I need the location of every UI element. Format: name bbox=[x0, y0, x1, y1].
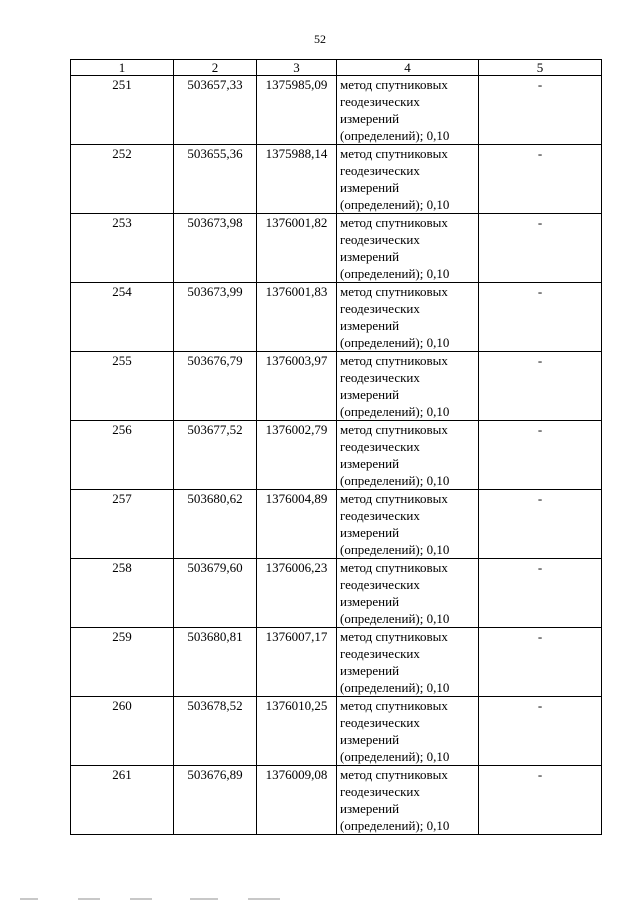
table-row bbox=[71, 76, 602, 145]
y-coordinate-cell: 1376004,89 bbox=[257, 490, 337, 559]
table-row bbox=[71, 766, 602, 835]
y-coordinate-cell: 1375988,14 bbox=[257, 145, 337, 214]
header-cell-5: 5 bbox=[479, 60, 602, 76]
table-row bbox=[71, 145, 602, 214]
method-cell: метод спутниковых геодезических измерений (определений); 0,10 bbox=[337, 490, 479, 559]
header-cell-1: 1 bbox=[71, 60, 174, 76]
x-coordinate-cell: 503677,52 bbox=[174, 421, 257, 490]
point-number-cell: 252 bbox=[71, 145, 174, 214]
x-coordinate-cell: 503680,81 bbox=[174, 628, 257, 697]
note-cell: - bbox=[479, 766, 602, 835]
y-coordinate-cell: 1376009,08 bbox=[257, 766, 337, 835]
footer-scan-marks bbox=[20, 898, 320, 902]
y-coordinate-cell: 1376010,25 bbox=[257, 697, 337, 766]
page-number: 52 bbox=[314, 32, 326, 46]
table-row bbox=[71, 490, 602, 559]
header-cell-4: 4 bbox=[337, 60, 479, 76]
x-coordinate-cell: 503655,36 bbox=[174, 145, 257, 214]
x-coordinate-cell: 503678,52 bbox=[174, 697, 257, 766]
y-coordinate-cell: 1376002,79 bbox=[257, 421, 337, 490]
method-cell: метод спутниковых геодезических измерений (определений); 0,10 bbox=[337, 352, 479, 421]
point-number-cell: 259 bbox=[71, 628, 174, 697]
x-coordinate-cell: 503680,62 bbox=[174, 490, 257, 559]
method-cell: метод спутниковых геодезических измерений (определений); 0,10 bbox=[337, 283, 479, 352]
note-cell: - bbox=[479, 490, 602, 559]
method-cell: метод спутниковых геодезических измерений (определений); 0,10 bbox=[337, 214, 479, 283]
x-coordinate-cell: 503657,33 bbox=[174, 76, 257, 145]
header-row bbox=[71, 60, 602, 76]
note-cell: - bbox=[479, 76, 602, 145]
x-coordinate-cell: 503676,79 bbox=[174, 352, 257, 421]
note-cell: - bbox=[479, 214, 602, 283]
point-number-cell: 260 bbox=[71, 697, 174, 766]
note-cell: - bbox=[479, 352, 602, 421]
method-cell: метод спутниковых геодезических измерений (определений); 0,10 bbox=[337, 628, 479, 697]
method-cell: метод спутниковых геодезических измерений (определений); 0,10 bbox=[337, 76, 479, 145]
y-coordinate-cell: 1376001,82 bbox=[257, 214, 337, 283]
table-row bbox=[71, 421, 602, 490]
point-number-cell: 257 bbox=[71, 490, 174, 559]
table-row bbox=[71, 214, 602, 283]
method-cell: метод спутниковых геодезических измерений (определений); 0,10 bbox=[337, 145, 479, 214]
note-cell: - bbox=[479, 421, 602, 490]
note-cell: - bbox=[479, 283, 602, 352]
x-coordinate-cell: 503676,89 bbox=[174, 766, 257, 835]
x-coordinate-cell: 503673,99 bbox=[174, 283, 257, 352]
y-coordinate-cell: 1375985,09 bbox=[257, 76, 337, 145]
x-coordinate-cell: 503679,60 bbox=[174, 559, 257, 628]
y-coordinate-cell: 1376001,83 bbox=[257, 283, 337, 352]
point-number-cell: 258 bbox=[71, 559, 174, 628]
table-header bbox=[71, 60, 602, 76]
table-row bbox=[71, 697, 602, 766]
table-row bbox=[71, 628, 602, 697]
note-cell: - bbox=[479, 145, 602, 214]
y-coordinate-cell: 1376003,97 bbox=[257, 352, 337, 421]
note-cell: - bbox=[479, 628, 602, 697]
point-number-cell: 254 bbox=[71, 283, 174, 352]
point-number-cell: 251 bbox=[71, 76, 174, 145]
table-body bbox=[71, 76, 602, 835]
y-coordinate-cell: 1376006,23 bbox=[257, 559, 337, 628]
note-cell: - bbox=[479, 559, 602, 628]
x-coordinate-cell: 503673,98 bbox=[174, 214, 257, 283]
point-number-cell: 261 bbox=[71, 766, 174, 835]
point-number-cell: 255 bbox=[71, 352, 174, 421]
method-cell: метод спутниковых геодезических измерений (определений); 0,10 bbox=[337, 697, 479, 766]
point-number-cell: 253 bbox=[71, 214, 174, 283]
header-cell-3: 3 bbox=[257, 60, 337, 76]
method-cell: метод спутниковых геодезических измерений (определений); 0,10 bbox=[337, 421, 479, 490]
method-cell: метод спутниковых геодезических измерений (определений); 0,10 bbox=[337, 559, 479, 628]
point-number-cell: 256 bbox=[71, 421, 174, 490]
y-coordinate-cell: 1376007,17 bbox=[257, 628, 337, 697]
table-row bbox=[71, 559, 602, 628]
coordinates-table bbox=[70, 59, 602, 835]
header-cell-2: 2 bbox=[174, 60, 257, 76]
table-row bbox=[71, 283, 602, 352]
note-cell: - bbox=[479, 697, 602, 766]
table-row bbox=[71, 352, 602, 421]
method-cell: метод спутниковых геодезических измерений (определений); 0,10 bbox=[337, 766, 479, 835]
